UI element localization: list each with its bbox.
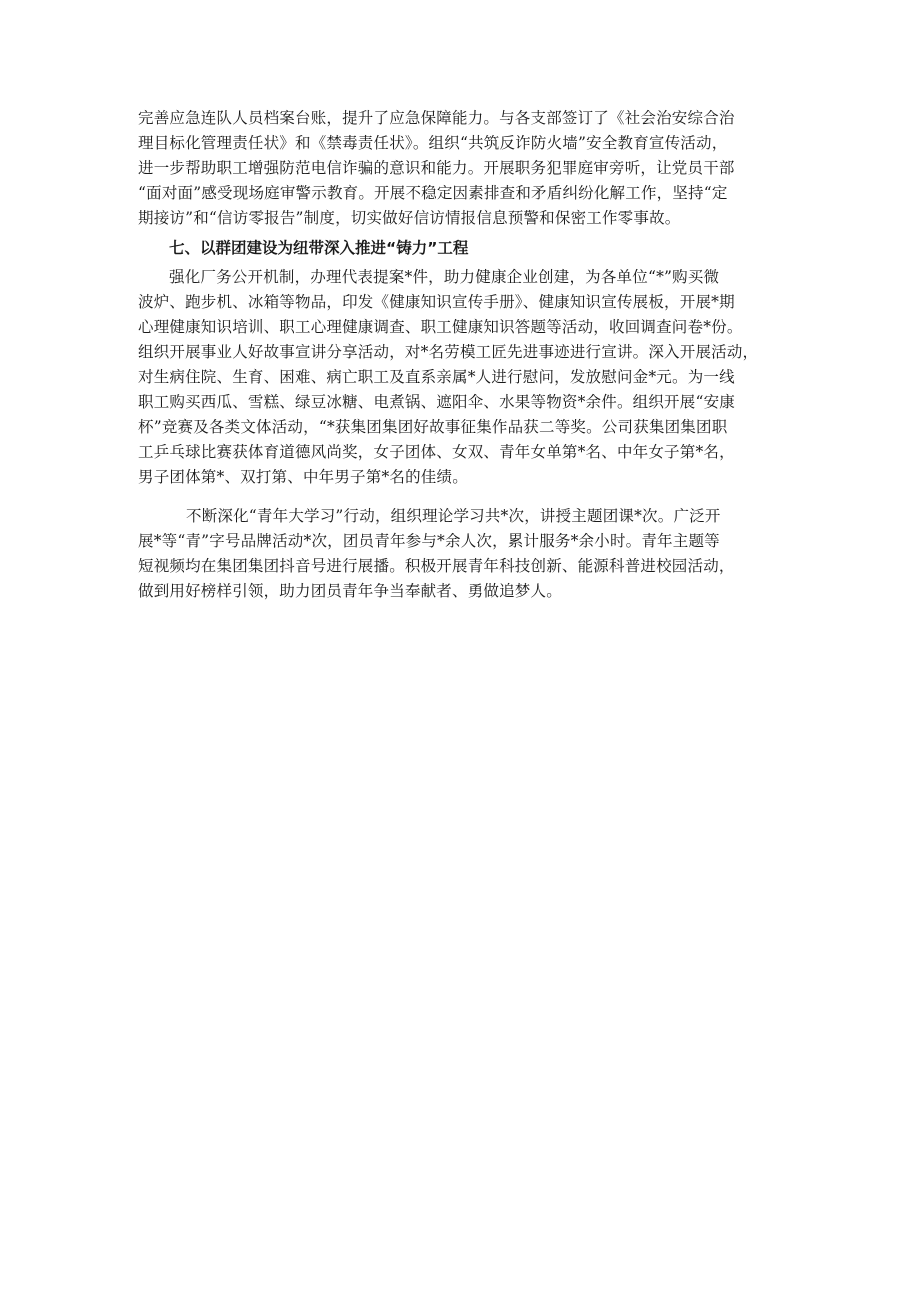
text-line: 心理健康知识培训、职工心理健康调查、职工健康知识答题等活动，收回调查问卷*份。	[138, 318, 743, 336]
paragraph-youth	[138, 504, 788, 604]
text-line: 强化厂务公开机制，办理代表提案*件，助力健康企业创建，为各单位“*”购买微	[169, 268, 720, 286]
text-line: 展*等“青”字号品牌活动*次，团员青年参与*余人次，累计服务*余小时。青年主题等	[138, 532, 720, 550]
text-line: 杯”竞赛及各类文体活动，“*获集团集团好故事征集作品获二等奖。公司获集团集团职	[138, 418, 728, 436]
paragraph-safety	[138, 106, 788, 231]
text-line: 做到用好榜样引领，助力团员青年争当奉献者、勇做追梦人。	[138, 582, 562, 600]
document-page	[138, 106, 788, 604]
text-line: 对生病住院、生育、困难、病亡职工及直系亲属*人进行慰问，发放慰问金*元。为一线	[138, 368, 735, 386]
text-line: 不断深化“青年大学习”行动，组织理论学习共*次，讲授主题团课*次。广泛开	[186, 507, 721, 525]
text-line: 组织开展事业人好故事宣讲分享活动，对*名劳模工匠先进事迹进行宣讲。深入开展活动，	[138, 343, 759, 361]
text-line: 波炉、跑步机、冰箱等物品，印发《健康知识宣传手册》、健康知识宣传展板，开展*期	[138, 293, 735, 311]
text-line: 完善应急连队人员档案台账，提升了应急保障能力。与各支部签订了《社会治安综合治	[138, 109, 735, 127]
text-line: 工乒乓球比赛获体育道德风尚奖，女子团体、女双、青年女单第*名、中年女子第*名，	[138, 443, 735, 461]
text-line: 理目标化管理责任状》和《禁毒责任状》。组织“共筑反诈防火墙”安全教育宣传活动，	[138, 134, 728, 152]
text-line: 短视频均在集团集团抖音号进行展播。积极开展青年科技创新、能源科普进校园活动，	[138, 557, 735, 575]
text-line: “面对面”感受现场庭审警示教育。开展不稳定因素排查和矛盾纠纷化解工作，坚持“定	[138, 184, 728, 202]
text-line: 职工购买西瓜、雪糕、绿豆冰糖、电煮锅、遮阳伞、水果等物资*余件。组织开展“安康	[138, 393, 735, 411]
section-heading: 七、以群团建设为纽带深入推进“铸力”工程	[169, 239, 469, 257]
text-line: 期接访”和“信访零报告”制度，切实做好信访情报信息预警和保密工作零事故。	[138, 209, 681, 227]
text-line: 进一步帮助职工增强防范电信诈骗的意识和能力。开展职务犯罪庭审旁听，让党员干部	[138, 159, 735, 177]
text-line: 男子团体第*、双打第、中年男子第*名的佳绩。	[138, 468, 468, 486]
paragraph-workers	[138, 265, 788, 490]
